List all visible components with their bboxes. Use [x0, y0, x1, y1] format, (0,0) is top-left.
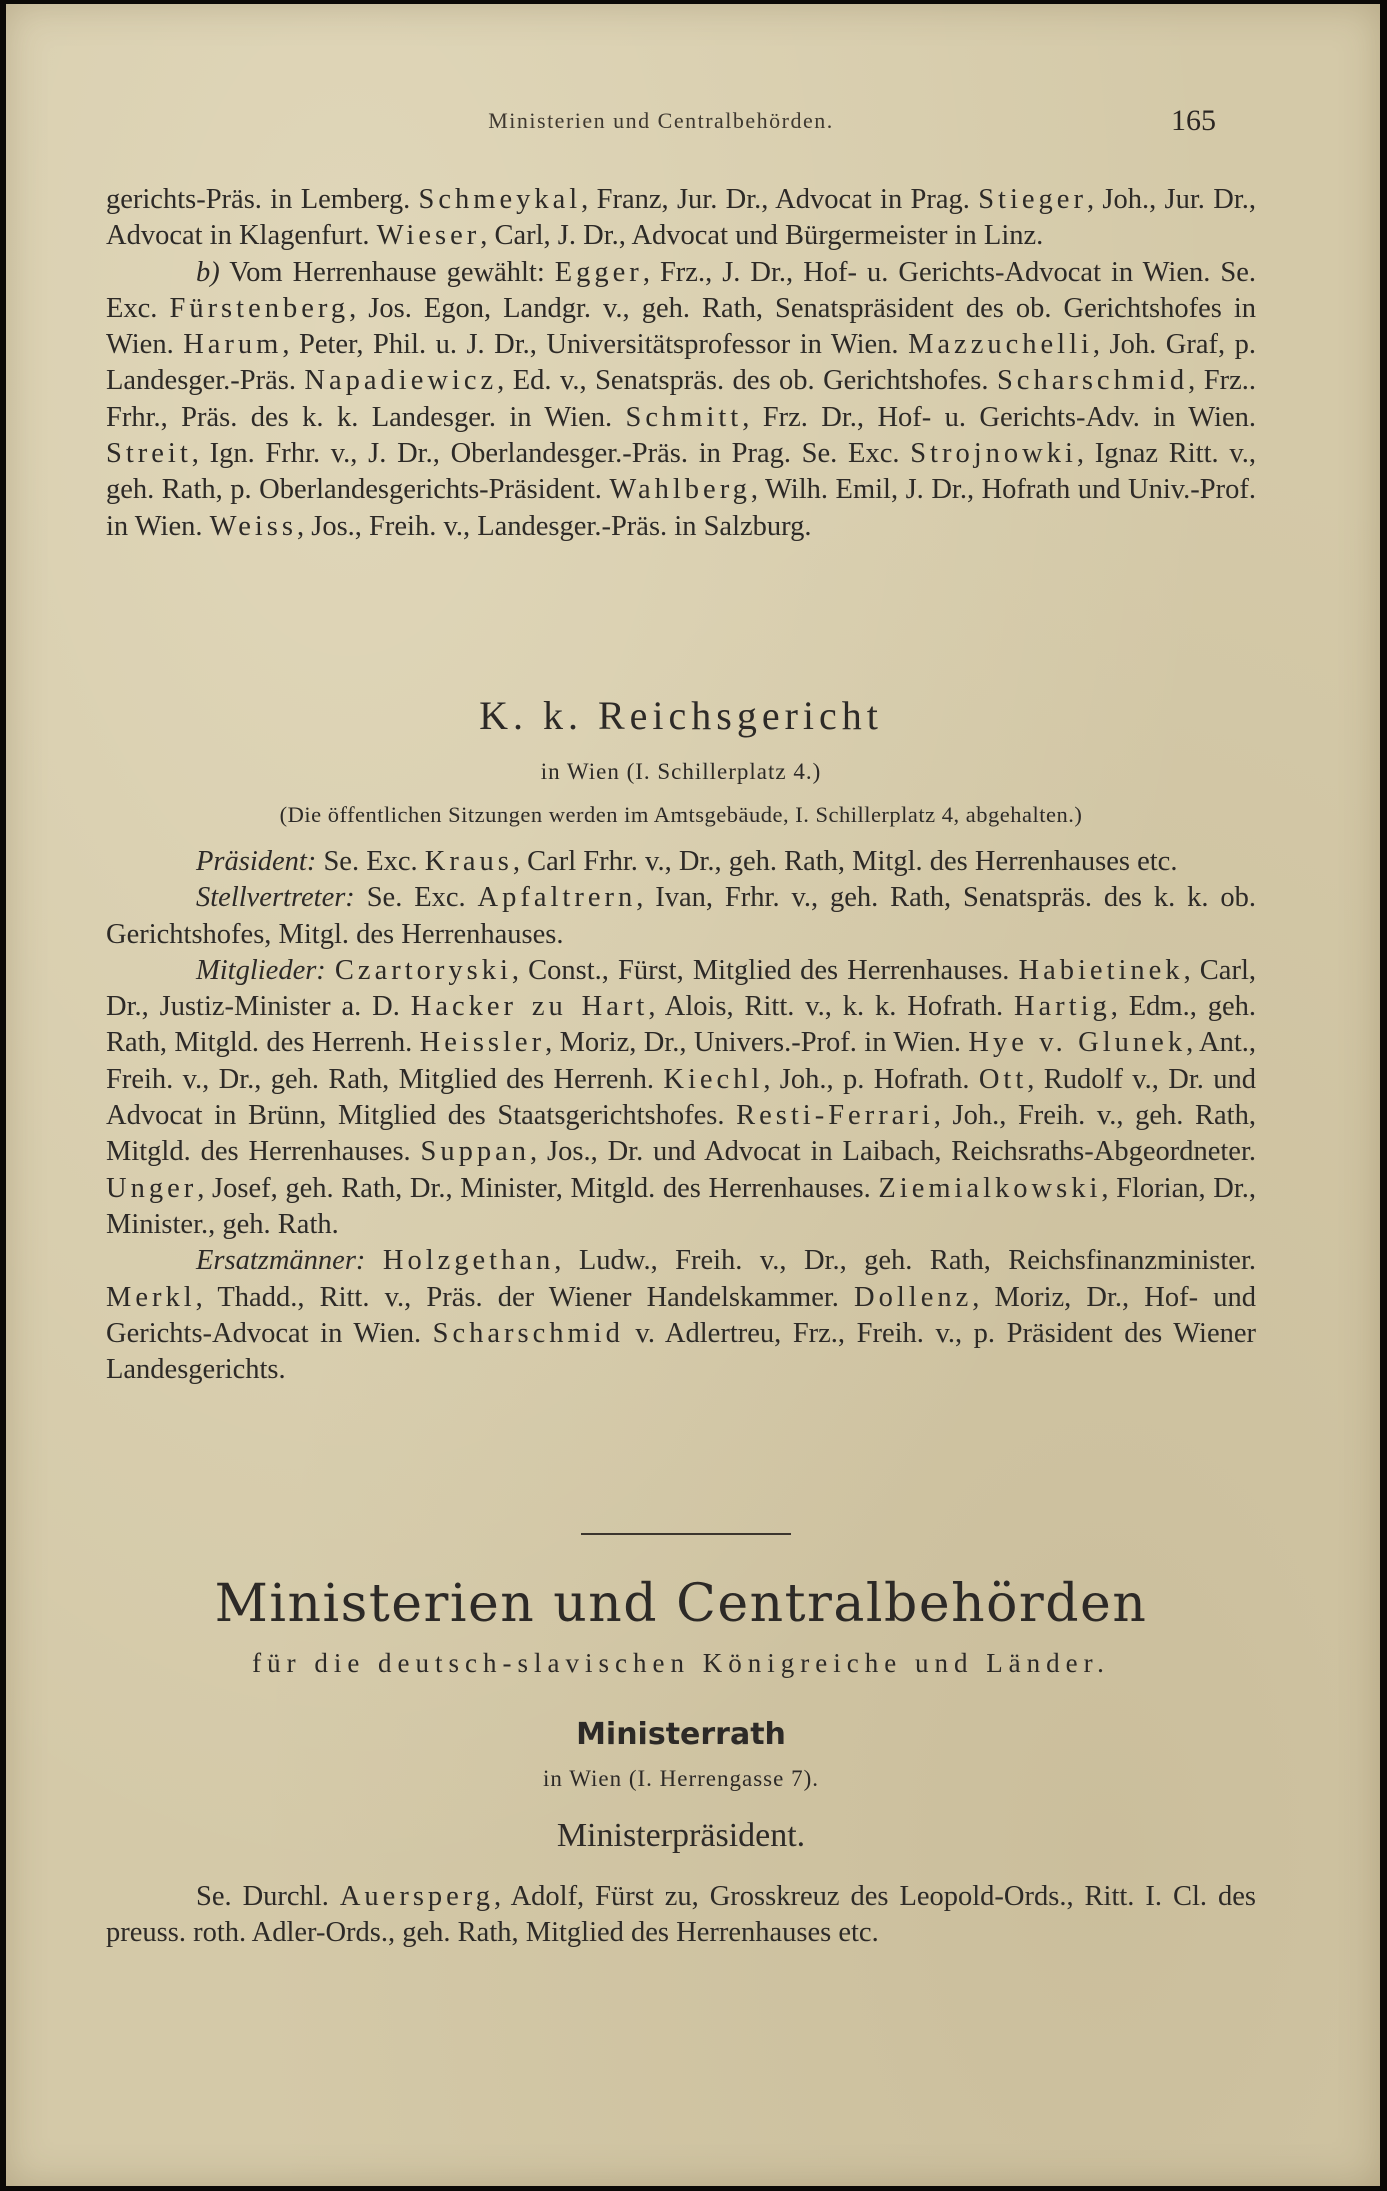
- person-name: Hacker zu Hart: [410, 991, 649, 1023]
- person-name: Schmitt: [625, 401, 743, 433]
- person-name: Hye v. Glunek: [968, 1027, 1187, 1059]
- person-name: Unger: [106, 1172, 198, 1204]
- person-name: Hartig: [1013, 991, 1111, 1023]
- person-name: Kiechl: [663, 1063, 764, 1095]
- ministerrath-location: in Wien (I. Herrengasse 7).: [542, 1766, 819, 1791]
- person-name: Resti-Ferrari: [736, 1100, 934, 1132]
- person-name: Dollenz: [854, 1281, 973, 1313]
- person-name: Holzgethan: [382, 1245, 555, 1277]
- section-heading-reichsgericht: K. k. Reichsgericht: [479, 693, 883, 738]
- role-label: Ersatzmänner:: [196, 1245, 366, 1277]
- paragraph-stellvertreter: Stellvertreter: Se. Exc. Apfaltrern, Ivan, Frhr. v., geh. Rath, Senatspräs. des k. k. ob. Gerichtshofes, Mitgl. des Herrenhauses.: [106, 882, 1256, 950]
- document-page: [6, 4, 1380, 2186]
- person-name: Scharschmid: [432, 1317, 624, 1349]
- person-name: Auersperg: [339, 1881, 495, 1912]
- person-name: Stieger: [978, 184, 1087, 215]
- person-name: Apfaltrern: [477, 882, 637, 914]
- role-label: Präsident:: [196, 846, 317, 877]
- paragraph-praesident: Präsident: Se. Exc. Kraus, Carl Frhr. v., Dr., geh. Rath, Mitgl. des Herrenhauses etc.: [196, 846, 1178, 877]
- previous-section: [106, 182, 1256, 545]
- person-name: Wieser: [376, 220, 481, 252]
- person-name: Ziemialkowski: [878, 1172, 1102, 1204]
- section-divider: [581, 1533, 791, 1535]
- person-name: Napadiewicz: [304, 365, 498, 397]
- running-head: [106, 104, 1216, 144]
- person-name: Habietinek: [1018, 954, 1184, 986]
- person-name: Egger: [554, 256, 643, 288]
- paragraph-continuation: gerichts-Präs. in Lemberg. Schmeykal, Franz, Jur. Dr., Advocat in Prag. Stieger, Joh., Jur. Dr., Advocat in Klagenfurt. Wieser, Carl, J. Dr., Advocat und Bürgermeister in Linz.: [106, 184, 1256, 252]
- person-name: Scharschmid: [996, 365, 1189, 397]
- role-label: Stellvertreter:: [196, 882, 355, 914]
- subheading-ministerrath: Ministerrath: [576, 1717, 786, 1752]
- person-name: Ott: [978, 1063, 1028, 1095]
- running-title: Ministerien und Centralbehörden.: [488, 108, 834, 133]
- person-name: Mazzuchelli: [908, 329, 1093, 361]
- person-name: Harum: [183, 329, 283, 361]
- item-label: b): [196, 256, 220, 288]
- ministerpraesident-entry: [106, 1879, 1256, 1952]
- person-name: Weiss: [209, 510, 297, 542]
- reichsgericht-members: [106, 844, 1256, 1388]
- page-number: 165: [1171, 104, 1216, 137]
- person-name: Wahlberg: [609, 474, 751, 506]
- paragraph-mitglieder: Mitglieder: Czartoryski, Const., Fürst, Mitglied des Herrenhauses. Habietinek, Carl, Dr., Justiz-Minister a. D. Hacker zu Hart, Alois, Ritt. v., k. k. Hofrath. Hartig, Edm., geh. Rath, Mitgld. des Herrenh. Heissler, Moriz, Dr., Univers.-Prof. in Wien. Hye v. Glunek, Ant., Freih. v., Dr., geh. Rath, Mitglied des Herrenh. Kiechl, Joh., p. Hofrath. Ott, Rudolf v., Dr. und Advocat in Brünn, Mitglied des Staatsgerichtshofes. Resti-Ferrari, Joh., Freih. v., geh. Rath, Mitgld. des Herrenhauses. Suppan, Jos., Dr. und Advocat in Laibach, Reichsraths-Abgeordneter. Unger, Josef, geh. Rath, Dr., Minister, Mitgld. des Herrenhauses. Ziemialkowski, Florian, Dr., Minister., geh. Rath.: [106, 954, 1257, 1240]
- subheading-ministerpraesident: Ministerpräsident.: [556, 1817, 806, 1854]
- person-name: Suppan: [420, 1136, 531, 1168]
- reichsgericht-location: in Wien (I. Schillerplatz 4.): [540, 759, 822, 784]
- person-name: Streit: [106, 438, 192, 470]
- paragraph-herrenhaus: b) Vom Herrenhause gewählt: Egger, Frz., J. Dr., Hof- u. Gerichts-Advocat in Wien. Se. Exc. Fürstenberg, Jos. Egon, Landgr. v., geh. Rath, Senatspräsident des ob. Gerichtshofes in Wien. Harum, Peter, Phil. u. J. Dr., Universitätsprofessor in Wien. Mazzuchelli, Joh. Graf, p. Landesger.-Präs. Napadiewicz, Ed. v., Senatspräs. des ob. Gerichtshofes. Scharschmid, Frz.. Frhr., Präs. des k. k. Landesger. in Wien. Schmitt, Frz. Dr., Hof- u. Gerichts-Adv. in Wien. Streit, Ign. Frhr. v., J. Dr., Oberlandesger.-Präs. in Prag. Se. Exc. Strojnowki, Ignaz Ritt. v., geh. Rath, p. Oberlandesgerichts-Präsident. Wahlberg, Wilh. Emil, J. Dr., Hofrath und Univ.-Prof. in Wien. Weiss, Jos., Freih. v., Landesger.-Präs. in Salzburg.: [106, 256, 1257, 542]
- person-name: Strojnowki: [910, 438, 1077, 470]
- person-name: Czartoryski: [334, 954, 512, 986]
- reichsgericht-note: (Die öffentlichen Sitzungen werden im Amtsgebäude, I. Schillerplatz 4, abgehalten.): [279, 802, 1083, 827]
- person-name: Kraus: [424, 846, 513, 877]
- role-label: Mitglieder:: [196, 954, 326, 986]
- section-heading-ministerien: Ministerien und Centralbehörden: [214, 1574, 1148, 1634]
- paragraph-ersatzmaenner: Ersatzmänner: Holzgethan, Ludw., Freih. v., Dr., geh. Rath, Reichsfinanzminister. Merkl, Thadd., Ritt. v., Präs. der Wiener Handelskammer. Dollenz, Moriz, Dr., Hof- und Gerichts-Advocat in Wien. Scharschmid v. Adlertreu, Frz., Freih. v., p. Präsident des Wiener Landesgerichts.: [106, 1245, 1257, 1386]
- person-name: Heissler: [419, 1027, 546, 1059]
- person-name: Merkl: [106, 1281, 196, 1313]
- paragraph-ministerpraesident: Se. Durchl. Auersperg, Adolf, Fürst zu, Grosskreuz des Leopold-Ords., Ritt. I. Cl. des preuss. roth. Adler-Ords., geh. Rath, Mitglied des Herrenhauses etc.: [106, 1881, 1257, 1949]
- person-name: Schmeykal: [418, 184, 582, 215]
- ministerien-subtitle: für die deutsch-slavischen Königreiche und Länder.: [252, 1648, 1110, 1678]
- person-name: Fürstenberg: [169, 292, 350, 324]
